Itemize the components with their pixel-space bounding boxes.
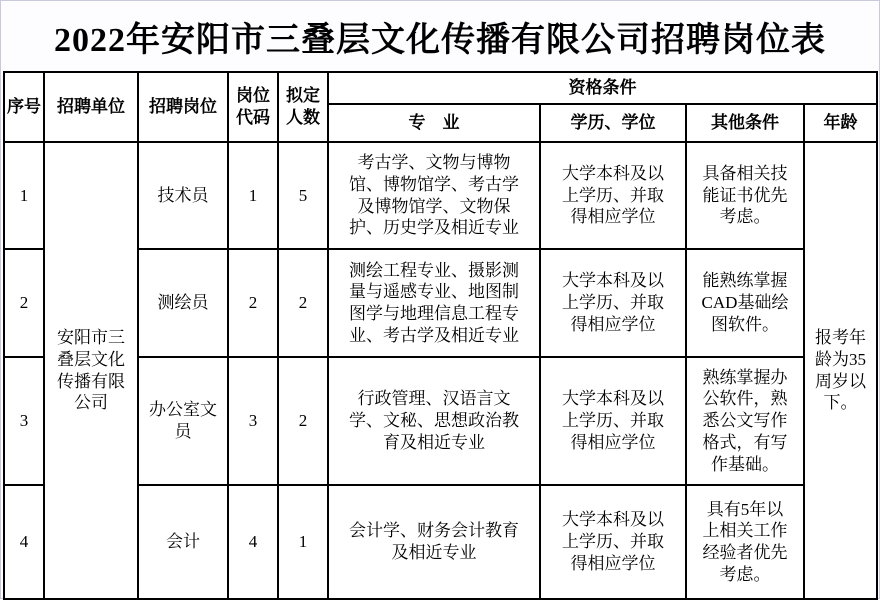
cell-education: 大学本科及以上学历、并取得相应学位 xyxy=(540,142,686,249)
header-qualification: 资格条件 xyxy=(328,72,877,104)
title-bar xyxy=(1,1,879,71)
header-position: 招聘岗位 xyxy=(138,72,228,142)
cell-education: 大学本科及以上学历、并取得相应学位 xyxy=(540,485,686,599)
cell-code: 1 xyxy=(228,142,278,249)
page-title: 2022年安阳市三叠层文化传播有限公司招聘岗位表 xyxy=(54,21,826,59)
cell-count: 1 xyxy=(278,485,328,599)
header-unit: 招聘单位 xyxy=(44,72,138,142)
cell-seq: 1 xyxy=(4,142,44,249)
cell-age-merged: 报考年龄为35周岁以下。 xyxy=(804,142,877,599)
cell-code: 4 xyxy=(228,485,278,599)
cell-code: 2 xyxy=(228,249,278,357)
cell-position: 办公室文员 xyxy=(138,357,228,485)
cell-other: 能熟练掌握CAD基础绘图软件。 xyxy=(686,249,804,357)
cell-other: 具备相关技能证书优先考虑。 xyxy=(686,142,804,249)
header-count: 拟定人数 xyxy=(278,72,328,142)
cell-code: 3 xyxy=(228,357,278,485)
cell-unit-merged: 安阳市三叠层文化传播有限公司 xyxy=(44,142,138,599)
cell-major: 测绘工程专业、摄影测量与遥感专业、地图制图学与地理信息工程专业、考古学及相近专业 xyxy=(328,249,540,357)
cell-education: 大学本科及以上学历、并取得相应学位 xyxy=(540,249,686,357)
table-row xyxy=(4,142,877,249)
cell-seq: 2 xyxy=(4,249,44,357)
header-other: 其他条件 xyxy=(686,104,804,142)
cell-major: 考古学、文物与博物馆、博物馆学、考古学及博物馆学、文物保护、历史学及相近专业 xyxy=(328,142,540,249)
cell-count: 5 xyxy=(278,142,328,249)
header-code: 岗位代码 xyxy=(228,72,278,142)
header-education: 学历、学位 xyxy=(540,104,686,142)
header-major: 专 业 xyxy=(328,104,540,142)
cell-count: 2 xyxy=(278,357,328,485)
cell-major: 行政管理、汉语言文学、文秘、思想政治教育及相近专业 xyxy=(328,357,540,485)
cell-other: 熟练掌握办公软件，熟悉公文写作格式，有写作基础。 xyxy=(686,357,804,485)
cell-position: 技术员 xyxy=(138,142,228,249)
cell-count: 2 xyxy=(278,249,328,357)
cell-major: 会计学、财务会计教育及相近专业 xyxy=(328,485,540,599)
cell-position: 会计 xyxy=(138,485,228,599)
cell-seq: 3 xyxy=(4,357,44,485)
cell-position: 测绘员 xyxy=(138,249,228,357)
recruitment-table xyxy=(3,71,878,600)
header-seq: 序号 xyxy=(4,72,44,142)
cell-seq: 4 xyxy=(4,485,44,599)
cell-other: 具有5年以上相关工作经验者优先考虑。 xyxy=(686,485,804,599)
header-row-top xyxy=(4,72,877,104)
cell-education: 大学本科及以上学历、并取得相应学位 xyxy=(540,357,686,485)
header-age: 年龄 xyxy=(804,104,877,142)
